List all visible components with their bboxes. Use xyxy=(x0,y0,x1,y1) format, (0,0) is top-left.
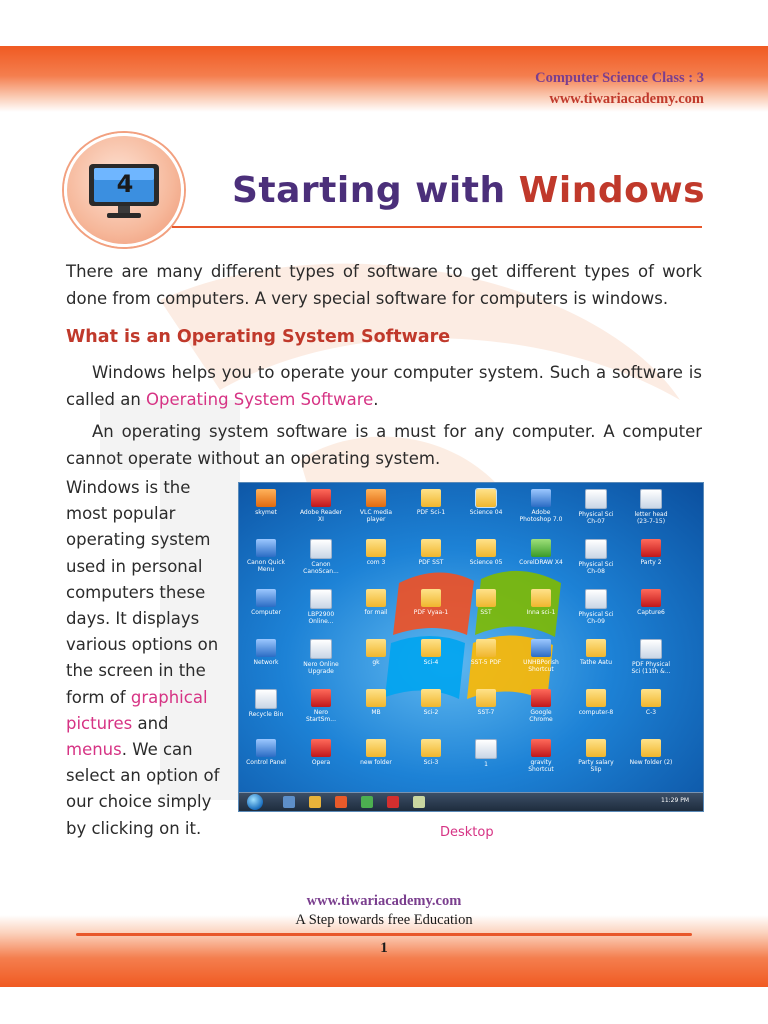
footer-site-link[interactable]: www.tiwariacademy.com xyxy=(306,893,462,909)
orange-icon xyxy=(366,489,386,507)
desktop-icon[interactable] xyxy=(463,589,509,616)
app-icon xyxy=(310,589,332,609)
desktop-icon[interactable] xyxy=(628,639,674,675)
media-taskbar-icon[interactable] xyxy=(335,796,347,808)
start-button-icon[interactable] xyxy=(247,794,263,810)
desktop-icon-label: Science 04 xyxy=(469,509,503,516)
folder-icon xyxy=(476,589,496,607)
desktop-icon[interactable] xyxy=(573,589,619,625)
title-divider xyxy=(172,226,702,228)
desktop-icon[interactable] xyxy=(353,489,399,523)
desktop-icon-label: PDF SST xyxy=(418,559,444,566)
desktop-icon-label: New folder (2) xyxy=(629,759,673,766)
desktop-icon-label: CorelDRAW X4 xyxy=(519,559,563,566)
desktop-icon-label: SST xyxy=(480,609,492,616)
desktop-icon-label: SST-5 PDF xyxy=(470,659,502,666)
blue-icon xyxy=(256,539,276,557)
desktop-icon[interactable] xyxy=(243,489,289,516)
folder-icon xyxy=(366,639,386,657)
desktop-icon-label: for mail xyxy=(364,609,388,616)
desktop-icon-label: Tathe Aatu xyxy=(579,659,613,666)
desktop-icon-label: PDF Sci-1 xyxy=(416,509,446,516)
desktop-icon-label: 1 xyxy=(484,761,488,768)
desktop-icon-label: new folder xyxy=(360,759,392,766)
desktop-icon[interactable] xyxy=(518,689,564,723)
desktop-icon-label: Nero Online Upgrade xyxy=(303,661,339,675)
blue-icon xyxy=(256,589,276,607)
chrome-taskbar-icon[interactable] xyxy=(361,796,373,808)
folder-icon xyxy=(641,689,661,707)
folder-icon xyxy=(421,689,441,707)
desktop-icon[interactable] xyxy=(408,489,454,516)
blue-icon xyxy=(531,489,551,507)
desktop-icon[interactable] xyxy=(298,589,344,625)
desktop-icon-label: letter head (23-7-15) xyxy=(634,511,668,525)
desktop-icon-label: MB xyxy=(371,709,381,716)
chapter-title-part2: Windows xyxy=(518,170,706,211)
desktop-icon-label: LBP2900 Online... xyxy=(307,611,335,625)
desktop-icon[interactable] xyxy=(573,489,619,525)
folder-taskbar-icon[interactable] xyxy=(309,796,321,808)
desktop-icon-label: C-3 xyxy=(645,709,657,716)
desktop-icon-label: gk xyxy=(372,659,380,666)
desktop-icon[interactable] xyxy=(243,539,289,573)
section-paragraph-3 xyxy=(66,475,226,842)
desktop-icon-label: Physical Sci Ch-07 xyxy=(578,511,614,525)
desktop-icon[interactable] xyxy=(243,739,289,766)
folder-icon xyxy=(641,739,661,757)
desktop-icon[interactable] xyxy=(573,689,619,716)
desktop-icon[interactable] xyxy=(353,739,399,766)
section-paragraph-2: An operating system software is a must for any computer. A computer cannot operate without an operating system. xyxy=(66,422,702,468)
header-site-link[interactable]: www.tiwariacademy.com xyxy=(549,91,704,107)
orange-icon xyxy=(256,489,276,507)
desktop-icon-label: VLC media player xyxy=(359,509,393,523)
desktop-icon-label: Sci-4 xyxy=(423,659,439,666)
footer-tagline: A Step towards free Education xyxy=(295,912,473,928)
desktop-icon[interactable] xyxy=(243,589,289,616)
app-icon xyxy=(310,539,332,559)
explorer-taskbar-icon[interactable] xyxy=(283,796,295,808)
folder-icon xyxy=(366,539,386,557)
desktop-caption: Desktop xyxy=(440,825,494,840)
desktop-icon[interactable] xyxy=(408,739,454,766)
desktop-icon-label: Control Panel xyxy=(246,759,286,766)
desktop-icon[interactable] xyxy=(353,539,399,566)
desktop-icon[interactable] xyxy=(628,689,674,716)
folder-icon xyxy=(421,639,441,657)
desktop-icon[interactable] xyxy=(408,589,454,616)
desktop-icon-label: Physical Sci Ch-09 xyxy=(578,611,614,625)
app-taskbar-icon[interactable] xyxy=(413,796,425,808)
taskbar-clock[interactable]: 11:29 PM xyxy=(661,797,689,804)
p3-text-2: and xyxy=(132,713,169,733)
desktop-icon-label: com 3 xyxy=(366,559,386,566)
app-icon xyxy=(640,489,662,509)
folder-icon xyxy=(531,589,551,607)
desktop-icon[interactable] xyxy=(243,639,289,666)
desktop-icon[interactable] xyxy=(518,489,564,523)
footer-divider xyxy=(76,933,692,936)
desktop-icon-label: Canon Quick Menu xyxy=(246,559,285,573)
app-icon xyxy=(585,539,607,559)
desktop-icon[interactable] xyxy=(298,639,344,675)
footer-text xyxy=(0,892,768,930)
desktop-icon[interactable] xyxy=(408,689,454,716)
app-icon xyxy=(640,639,662,659)
chapter-badge xyxy=(64,133,184,247)
folder-icon xyxy=(366,689,386,707)
p1-end: . xyxy=(373,390,379,409)
desktop-icon[interactable] xyxy=(298,489,344,523)
folder-icon xyxy=(586,689,606,707)
chapter-number: 4 xyxy=(116,170,134,198)
desktop-screenshot xyxy=(238,482,704,812)
desktop-icon-grid xyxy=(239,483,703,793)
chapter-title-part1: Starting with xyxy=(232,170,519,211)
desktop-icon-label: Physical Sci Ch-08 xyxy=(578,561,614,575)
desktop-icon[interactable] xyxy=(408,639,454,666)
desktop-icon-label: Recycle Bin xyxy=(248,711,284,718)
desktop-icon-label: Party 2 xyxy=(640,559,662,566)
desktop-icon[interactable] xyxy=(298,689,344,723)
desktop-icon-label: skymet xyxy=(255,509,277,516)
p3-text-3: . We can select an option of our choice simply by clicking on it. xyxy=(66,740,220,838)
red-icon xyxy=(311,739,331,757)
red-icon xyxy=(641,589,661,607)
p3-highlight-menus: menus xyxy=(66,740,122,760)
folder-icon xyxy=(366,739,386,757)
desktop-icon[interactable] xyxy=(463,539,509,566)
green-icon xyxy=(531,539,551,557)
desktop-icon-label: Google Chrome xyxy=(529,709,553,723)
app-icon xyxy=(255,689,277,709)
desktop-icon-label: computer-8 xyxy=(578,709,614,716)
desktop-icon[interactable] xyxy=(463,739,509,768)
desktop-icon-label: Sci-3 xyxy=(423,759,439,766)
app-icon xyxy=(585,489,607,509)
desktop-icon-label: Sci-2 xyxy=(423,709,439,716)
p1-text: Windows helps you to operate your computer system. Such a software is called an xyxy=(66,363,702,409)
red-icon xyxy=(311,689,331,707)
desktop-icon[interactable] xyxy=(243,689,289,718)
desktop-icon[interactable] xyxy=(628,589,674,616)
desktop-icon[interactable] xyxy=(298,739,344,766)
p3-text-1: Windows is the most popular operating system used in personal computers these days. It displays various options on the screen in the form of xyxy=(66,478,219,707)
desktop-icon[interactable] xyxy=(573,639,619,666)
class-label: Computer Science Class : 3 xyxy=(535,70,704,86)
desktop-icon-label: Capture6 xyxy=(637,609,665,616)
folder-icon xyxy=(586,739,606,757)
app-icon xyxy=(585,589,607,609)
desktop-icon[interactable] xyxy=(628,739,674,766)
desktop-icon-label: SST-7 xyxy=(477,709,495,716)
app-icon xyxy=(310,639,332,659)
blue-icon xyxy=(256,739,276,757)
p3-highlight-graphical: graphical pictures xyxy=(66,687,208,733)
desktop-icon[interactable] xyxy=(298,539,344,575)
red-icon xyxy=(531,739,551,757)
desktop-icon-label: Computer xyxy=(251,609,281,616)
desktop-icon-label: Network xyxy=(253,659,279,666)
desktop-icon[interactable] xyxy=(463,489,509,516)
desktop-icon-label: Canon CanoScan... xyxy=(303,561,339,575)
red-icon xyxy=(641,539,661,557)
desktop-icon-label: Party salary Slip xyxy=(578,759,614,773)
desktop-icon-label: Nero StartSm... xyxy=(305,709,337,723)
desktop-icon-label: Science 05 xyxy=(469,559,503,566)
desktop-icon-label: UNHBPorish Shortcut xyxy=(523,659,559,673)
desktop-icon[interactable] xyxy=(353,589,399,616)
desktop-icon-label: Opera xyxy=(311,759,331,766)
desktop-icon-label: Adobe Reader XI xyxy=(299,509,343,523)
folder-icon xyxy=(421,589,441,607)
desktop-icon[interactable] xyxy=(518,739,564,773)
desktop-icon[interactable] xyxy=(518,539,564,566)
desktop-icon[interactable] xyxy=(573,539,619,575)
folder-icon xyxy=(421,539,441,557)
desktop-icon[interactable] xyxy=(518,589,564,616)
desktop-icon-label: Adobe Photoshop 7.0 xyxy=(519,509,563,523)
page-number: 1 xyxy=(380,940,388,956)
desktop-icon-label: Inna sci-1 xyxy=(526,609,556,616)
folder-icon xyxy=(476,639,496,657)
intro-paragraph: There are many different types of software to get different types of work done from computers. A very special software for computers is windows. xyxy=(66,262,702,308)
taskbar xyxy=(239,792,703,811)
folder-icon xyxy=(586,639,606,657)
desktop-icon[interactable] xyxy=(463,689,509,716)
folder-icon xyxy=(476,689,496,707)
red-icon xyxy=(311,489,331,507)
desktop-icon[interactable] xyxy=(353,639,399,666)
folder-icon xyxy=(366,589,386,607)
opera-taskbar-icon[interactable] xyxy=(387,796,399,808)
desktop-icon[interactable] xyxy=(353,689,399,716)
chapter-title xyxy=(232,170,712,211)
desktop-icon-label: PDF Physical Sci (11th &... xyxy=(631,661,671,675)
desktop-icon[interactable] xyxy=(518,639,564,673)
folder-icon xyxy=(476,539,496,557)
desktop-icon[interactable] xyxy=(628,539,674,566)
section-paragraph-1 xyxy=(66,359,702,413)
section-heading: What is an Operating System Software xyxy=(66,327,451,347)
folder-icon xyxy=(476,489,496,507)
folder-icon xyxy=(421,489,441,507)
desktop-icon[interactable] xyxy=(408,539,454,566)
desktop-icon-label: gravity Shortcut xyxy=(528,759,554,773)
blue-icon xyxy=(256,639,276,657)
blue-icon xyxy=(531,639,551,657)
header-text xyxy=(535,68,704,110)
desktop-icon[interactable] xyxy=(573,739,619,773)
app-icon xyxy=(475,739,497,759)
red-icon xyxy=(531,689,551,707)
desktop-icon-label: PDF Vyaa-1 xyxy=(413,609,449,616)
p1-highlight: Operating System Software xyxy=(146,390,374,409)
desktop-icon[interactable] xyxy=(628,489,674,525)
desktop-icon[interactable] xyxy=(463,639,509,666)
folder-icon xyxy=(421,739,441,757)
